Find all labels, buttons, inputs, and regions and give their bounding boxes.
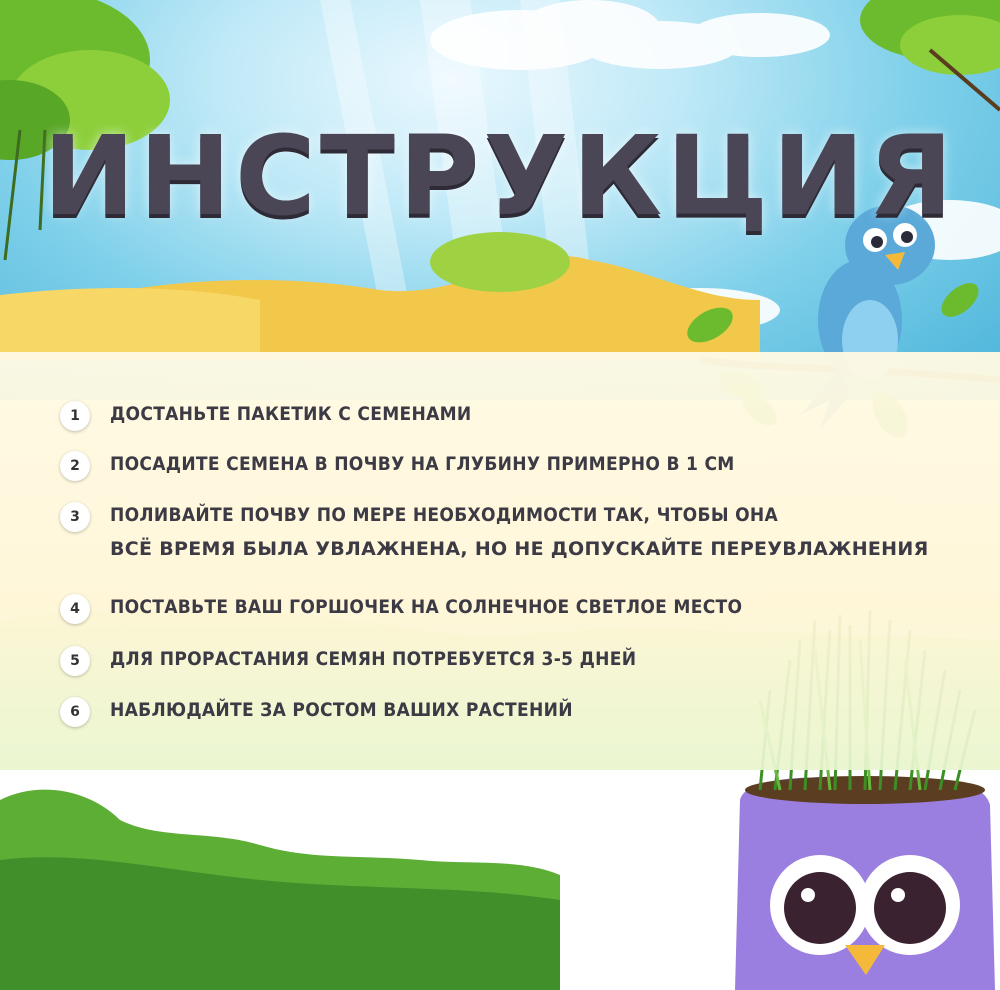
- step-text: ПОЛИВАЙТЕ ПОЧВУ ПО МЕРЕ НЕОБХОДИМОСТИ ТАК, ЧТОБЫ ОНА: [110, 504, 779, 526]
- tree-icon: [860, 0, 1000, 110]
- step-number-badge: 4: [60, 594, 90, 624]
- page-title: ИНСТРУКЦИЯ: [42, 112, 958, 240]
- step-number-badge: 2: [60, 451, 90, 481]
- step-number-badge: 6: [60, 697, 90, 727]
- step-number-badge: 3: [60, 502, 90, 532]
- step-number-badge: 1: [60, 401, 90, 431]
- step-text-continued: ВСЁ ВРЕМЯ БЫЛА УВЛАЖНЕНА, НО НЕ ДОПУСКАЙТЕ ПЕРЕУВЛАЖНЕНИЯ: [110, 538, 929, 560]
- bush-icon: [0, 790, 560, 990]
- step-text: НАБЛЮДАЙТЕ ЗА РОСТОМ ВАШИХ РАСТЕНИЙ: [110, 699, 573, 721]
- bush-icon: [430, 232, 570, 292]
- step-text: ПОСТАВЬТЕ ВАШ ГОРШОЧЕК НА СОЛНЕЧНОЕ СВЕТЛОЕ МЕСТО: [110, 596, 743, 618]
- step-text: ДОСТАНЬТЕ ПАКЕТИК С СЕМЕНАМИ: [110, 403, 472, 425]
- step-text: ДЛЯ ПРОРАСТАНИЯ СЕМЯН ПОТРЕБУЕТСЯ 3-5 ДНЕЙ: [110, 648, 637, 670]
- purple-owl-pot-icon: [735, 776, 995, 990]
- step-number-badge: 5: [60, 646, 90, 676]
- step-text: ПОСАДИТЕ СЕМЕНА В ПОЧВУ НА ГЛУБИНУ ПРИМЕРНО В 1 СМ: [110, 453, 735, 475]
